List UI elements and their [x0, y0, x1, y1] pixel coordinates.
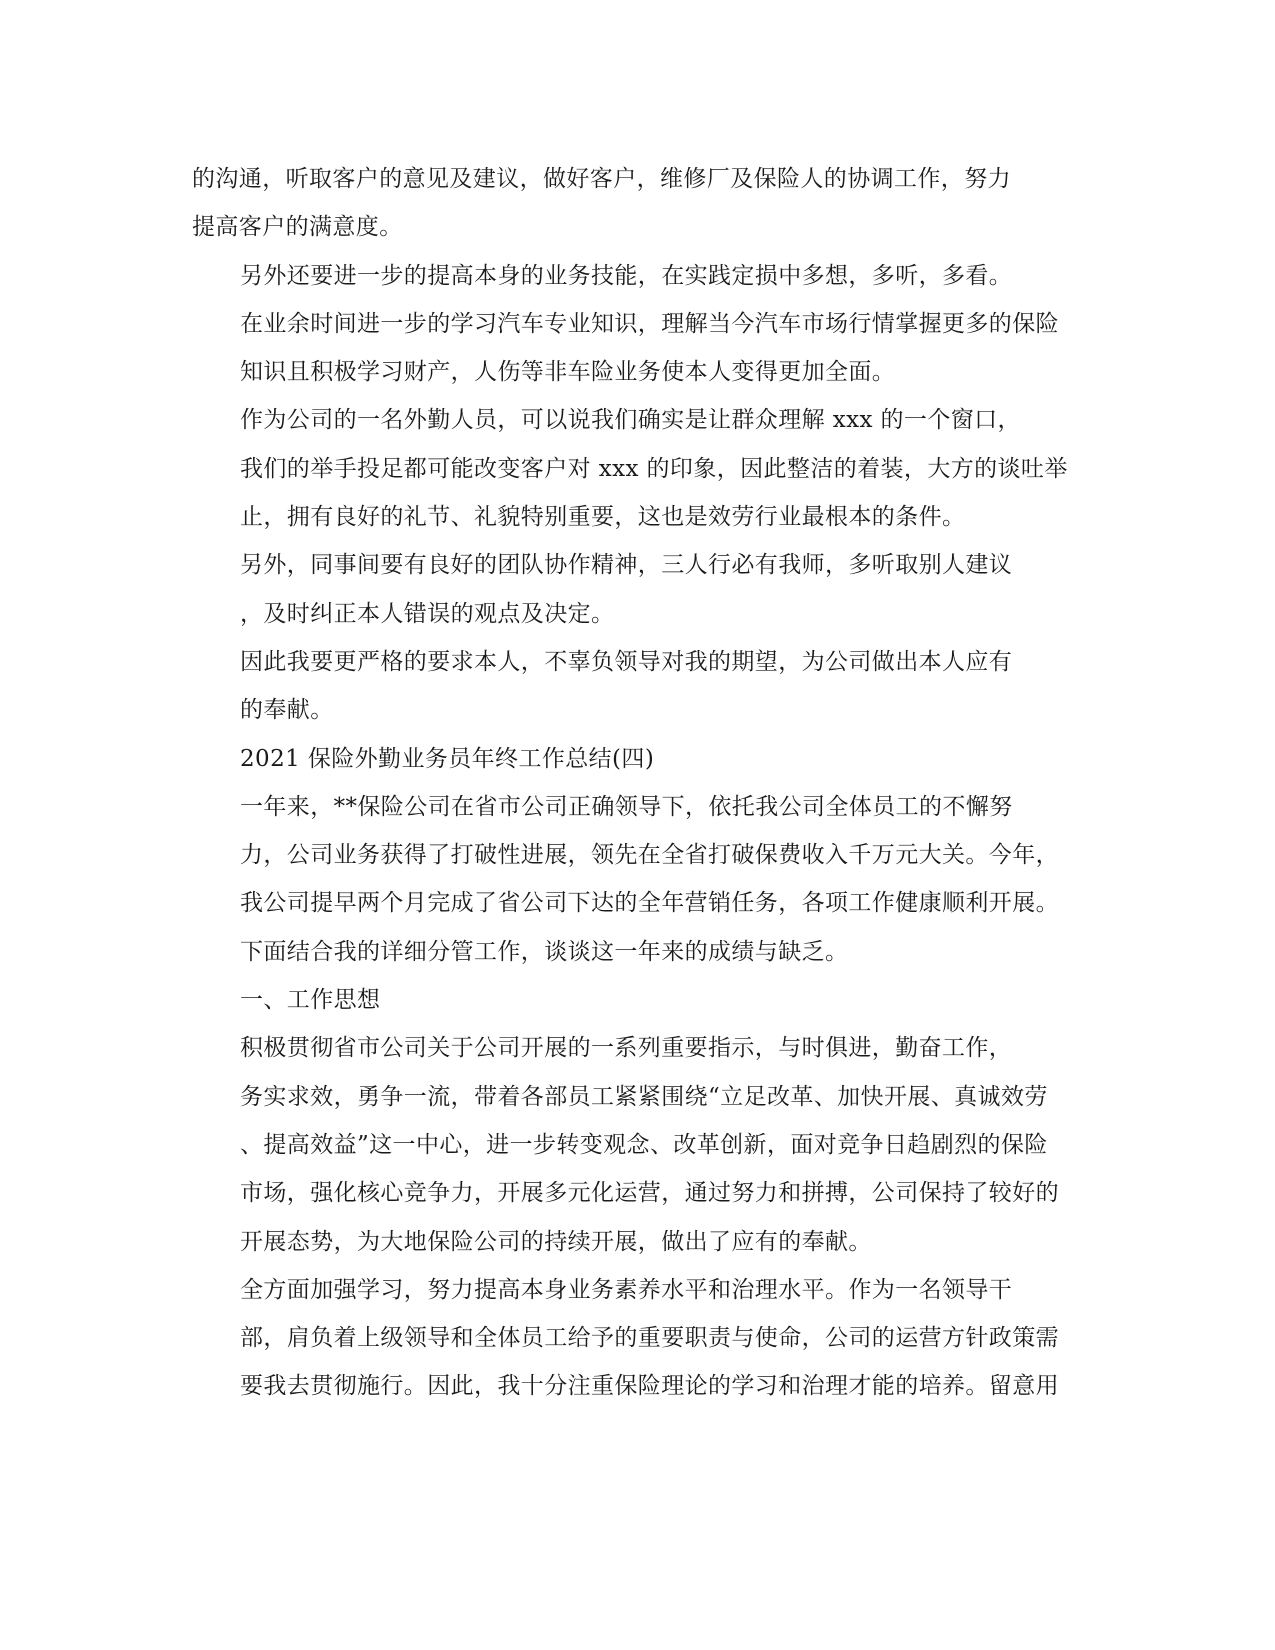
paragraph	[192, 638, 1072, 735]
text-line: 止，拥有良好的礼节、礼貌特别重要，这也是效劳行业最根本的条件。	[240, 504, 966, 531]
text-line: 部，肩负着上级领导和全体员工给予的重要职责与使命，公司的运营方针政策需	[240, 1325, 1059, 1352]
text-line: 全方面加强学习，努力提高本身业务素养水平和治理水平。作为一名领导干	[240, 1276, 1013, 1303]
text-line: 我公司提早两个月完成了省公司下达的全年营销任务，各项工作健康顺利开展。	[240, 890, 1059, 917]
text-line: 要我去贯彻施行。因此，我十分注重保险理论的学习和治理才能的培养。留意用	[240, 1373, 1059, 1400]
text-line: 另外还要进一步的提高本身的业务技能，在实践定损中多想，多听，多看。	[240, 262, 1013, 289]
text-line: 作为公司的一名外勤人员，可以说我们确实是让群众理解 xxx 的一个窗口，	[240, 407, 1021, 434]
paragraph	[192, 252, 1072, 397]
text-line: 积极贯彻省市公司关于公司开展的一系列重要指示，与时俱进，勤奋工作，	[240, 1035, 1013, 1062]
paragraph	[192, 155, 1072, 252]
text-line: 一、工作思想	[240, 987, 381, 1014]
text-line: 力，公司业务获得了打破性进展，领先在全省打破保费收入千万元大关。今年，	[240, 842, 1059, 869]
text-line: 在业余时间进一步的学习汽车专业知识，理解当今汽车市场行情掌握更多的保险	[240, 310, 1059, 337]
paragraph	[192, 735, 1072, 783]
paragraph	[192, 976, 1072, 1024]
text-line: 的奉献。	[240, 697, 334, 724]
text-line: 下面结合我的详细分管工作，谈谈这一年来的成绩与缺乏。	[240, 938, 849, 965]
paragraph	[192, 783, 1072, 976]
text-line: 2021 保险外勤业务员年终工作总结(四)	[240, 745, 655, 772]
text-line: 知识且积极学习财产，人伤等非车险业务使本人变得更加全面。	[240, 359, 896, 386]
text-line: 的沟通，听取客户的意见及建议，做好客户，维修厂及保险人的协调工作，努力	[192, 166, 1011, 192]
text-line: 一年来，**保险公司在省市公司正确领导下，依托我公司全体员工的不懈努	[240, 793, 1013, 820]
document-body	[192, 155, 1072, 1411]
paragraph	[192, 1266, 1072, 1411]
text-line: ，及时纠正本人错误的观点及决定。	[240, 600, 615, 627]
text-line: 、提高效益”这一中心，进一步转变观念、改革创新，面对竞争日趋剧烈的保险	[240, 1131, 1048, 1158]
text-line: 开展态势，为大地保险公司的持续开展，做出了应有的奉献。	[240, 1228, 872, 1255]
text-line: 另外，同事间要有良好的团队协作精神，三人行必有我师，多听取别人建议	[240, 552, 1013, 579]
paragraph	[192, 1024, 1072, 1265]
text-line: 我们的举手投足都可能改变客户对 xxx 的印象，因此整洁的着装，大方的谈吐举	[240, 455, 1068, 482]
paragraph	[192, 541, 1072, 638]
text-line: 市场，强化核心竞争力，开展多元化运营，通过努力和拼搏，公司保持了较好的	[240, 1180, 1059, 1207]
paragraph	[192, 396, 1072, 541]
text-line: 务实求效，勇争一流，带着各部员工紧紧围绕“立足改革、加快开展、真诚效劳	[240, 1083, 1048, 1110]
text-line: 提高客户的满意度。	[192, 214, 403, 241]
text-line: 因此我要更严格的要求本人，不辜负领导对我的期望，为公司做出本人应有	[240, 648, 1013, 675]
